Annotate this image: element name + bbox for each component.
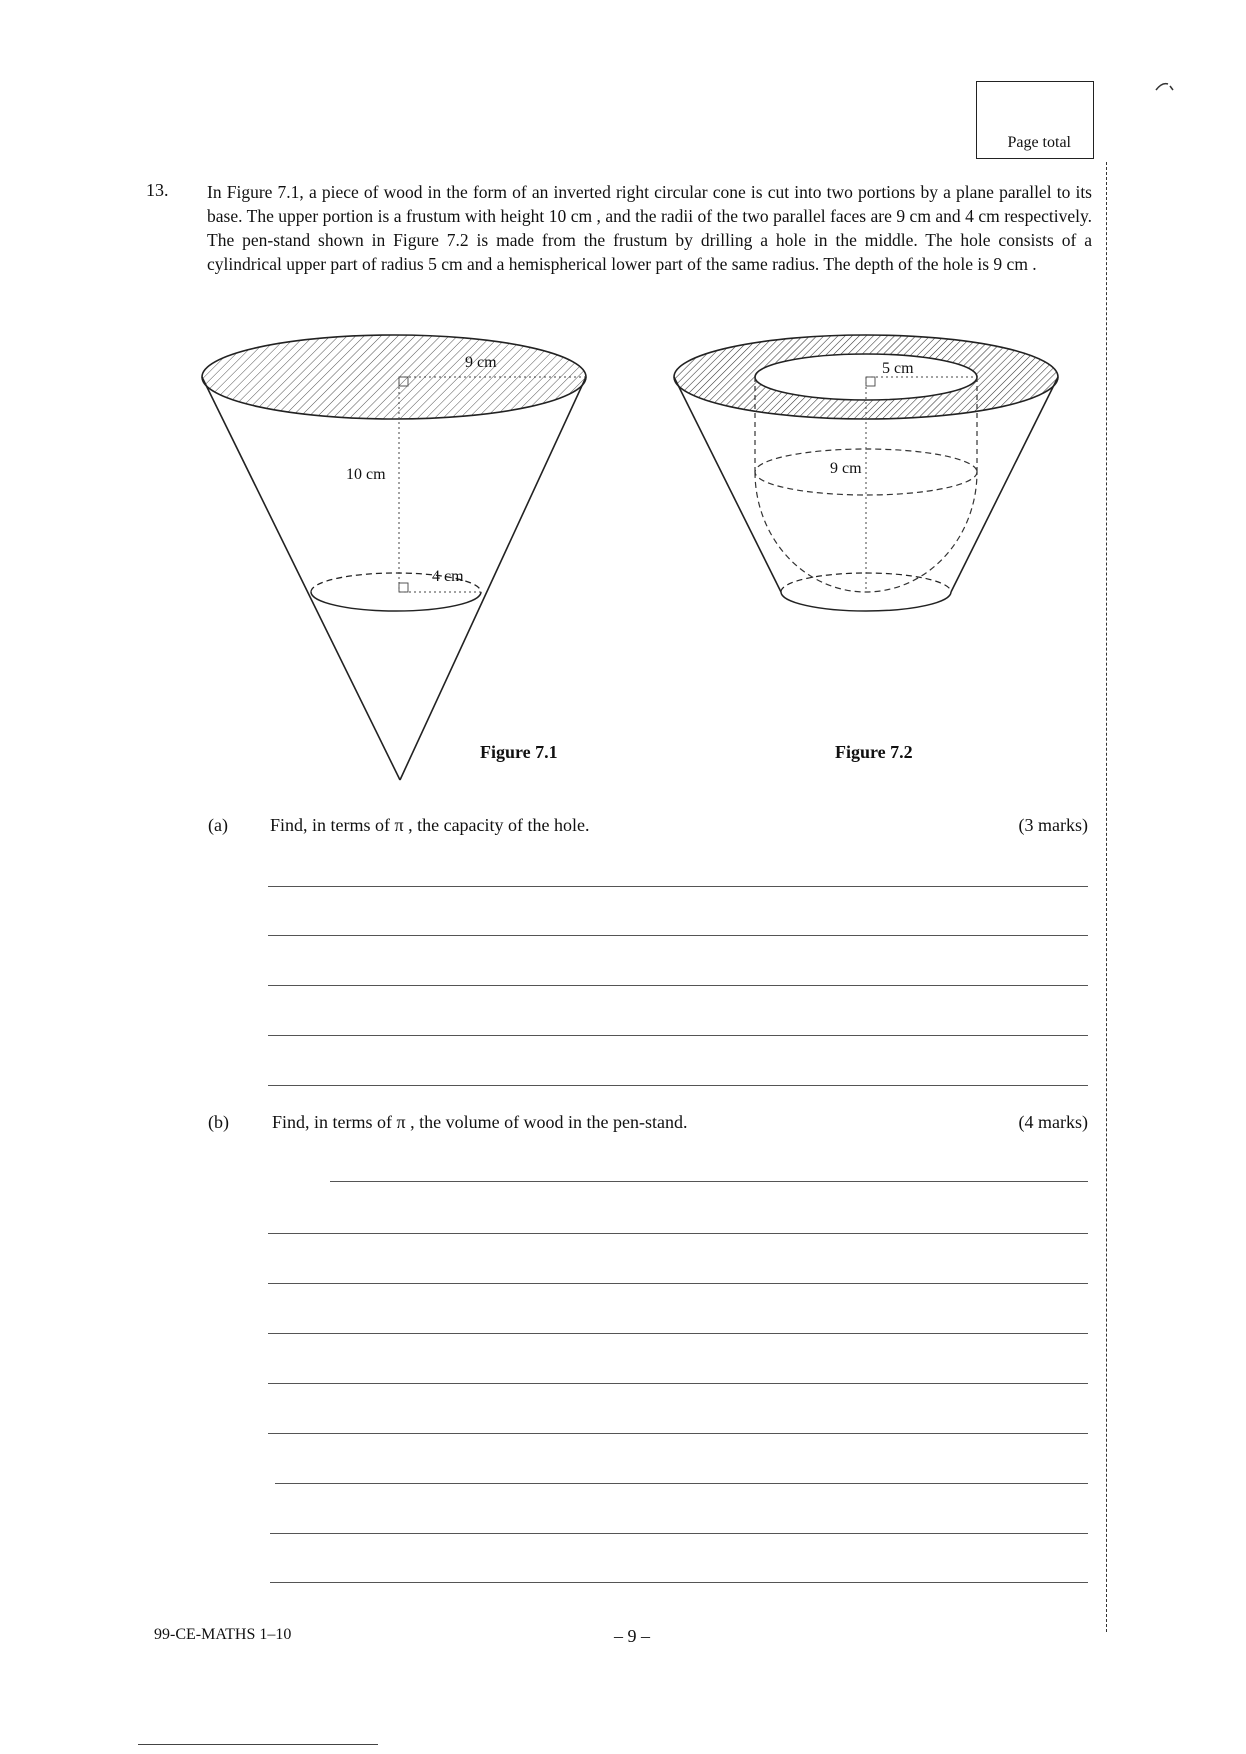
part-a-label: (a) [208, 815, 228, 835]
part-b-label: (b) [208, 1112, 229, 1132]
part-b-marks: (4 marks) [1018, 1112, 1088, 1132]
fig2-caption: Figure 7.2 [835, 742, 913, 762]
answer-line[interactable] [268, 1333, 1088, 1334]
answer-line[interactable] [268, 935, 1088, 936]
corner-tick-mark [1154, 80, 1176, 94]
part-a-marks: (3 marks) [1018, 815, 1088, 835]
fig2-label-hole-radius: 5 cm [882, 360, 914, 377]
answer-line[interactable] [268, 1383, 1088, 1384]
answer-line[interactable] [270, 1582, 1088, 1583]
answer-line[interactable] [330, 1181, 1088, 1182]
part-b-text: Find, in terms of π , the volume of wood in the pen-stand. [272, 1112, 688, 1132]
margin-dashed-line [1106, 162, 1107, 1632]
fig1-label-height: 10 cm [346, 466, 386, 483]
figures-diagram [200, 330, 1080, 790]
footer-page-number: – 9 – [614, 1626, 650, 1646]
bottom-rule [138, 1744, 378, 1745]
fig1-label-bottom-radius: 4 cm [432, 568, 464, 585]
answer-line[interactable] [270, 1533, 1088, 1534]
page-total-label: Page total [1007, 134, 1071, 151]
fig1-caption: Figure 7.1 [480, 742, 558, 762]
question-text: In Figure 7.1, a piece of wood in the form of an inverted right circular cone is cut into two portions by a plane parallel to its base. The upper portion is a frustum with height 10 cm , and the radii of the two parallel faces are 9 cm and 4 cm respectively. The pen-stand shown in Figure 7.2 is made from the frustum by drilling a hole in the middle. The hole consists of a cylindrical upper part of radius 5 cm and a hemispherical lower part of the same radius. The depth of the hole is 9 cm . [207, 182, 1092, 274]
part-a-text: Find, in terms of π , the capacity of the hole. [270, 815, 590, 835]
answer-line[interactable] [268, 1085, 1088, 1086]
answer-line[interactable] [275, 1483, 1088, 1484]
fig1-label-top-radius: 9 cm [465, 354, 497, 371]
fig2-label-depth: 9 cm [830, 460, 862, 477]
figure-7-1 [202, 335, 586, 780]
answer-line[interactable] [268, 985, 1088, 986]
answer-line[interactable] [268, 1283, 1088, 1284]
answer-line[interactable] [268, 1233, 1088, 1234]
page-total-box [976, 81, 1094, 159]
figure-7-2 [674, 335, 1058, 611]
question-number: 13. [146, 180, 169, 200]
answer-line[interactable] [268, 1433, 1088, 1434]
footer-exam-code: 99-CE-MATHS 1–10 [154, 1626, 292, 1643]
answer-line[interactable] [268, 1035, 1088, 1036]
answer-line[interactable] [268, 886, 1088, 887]
